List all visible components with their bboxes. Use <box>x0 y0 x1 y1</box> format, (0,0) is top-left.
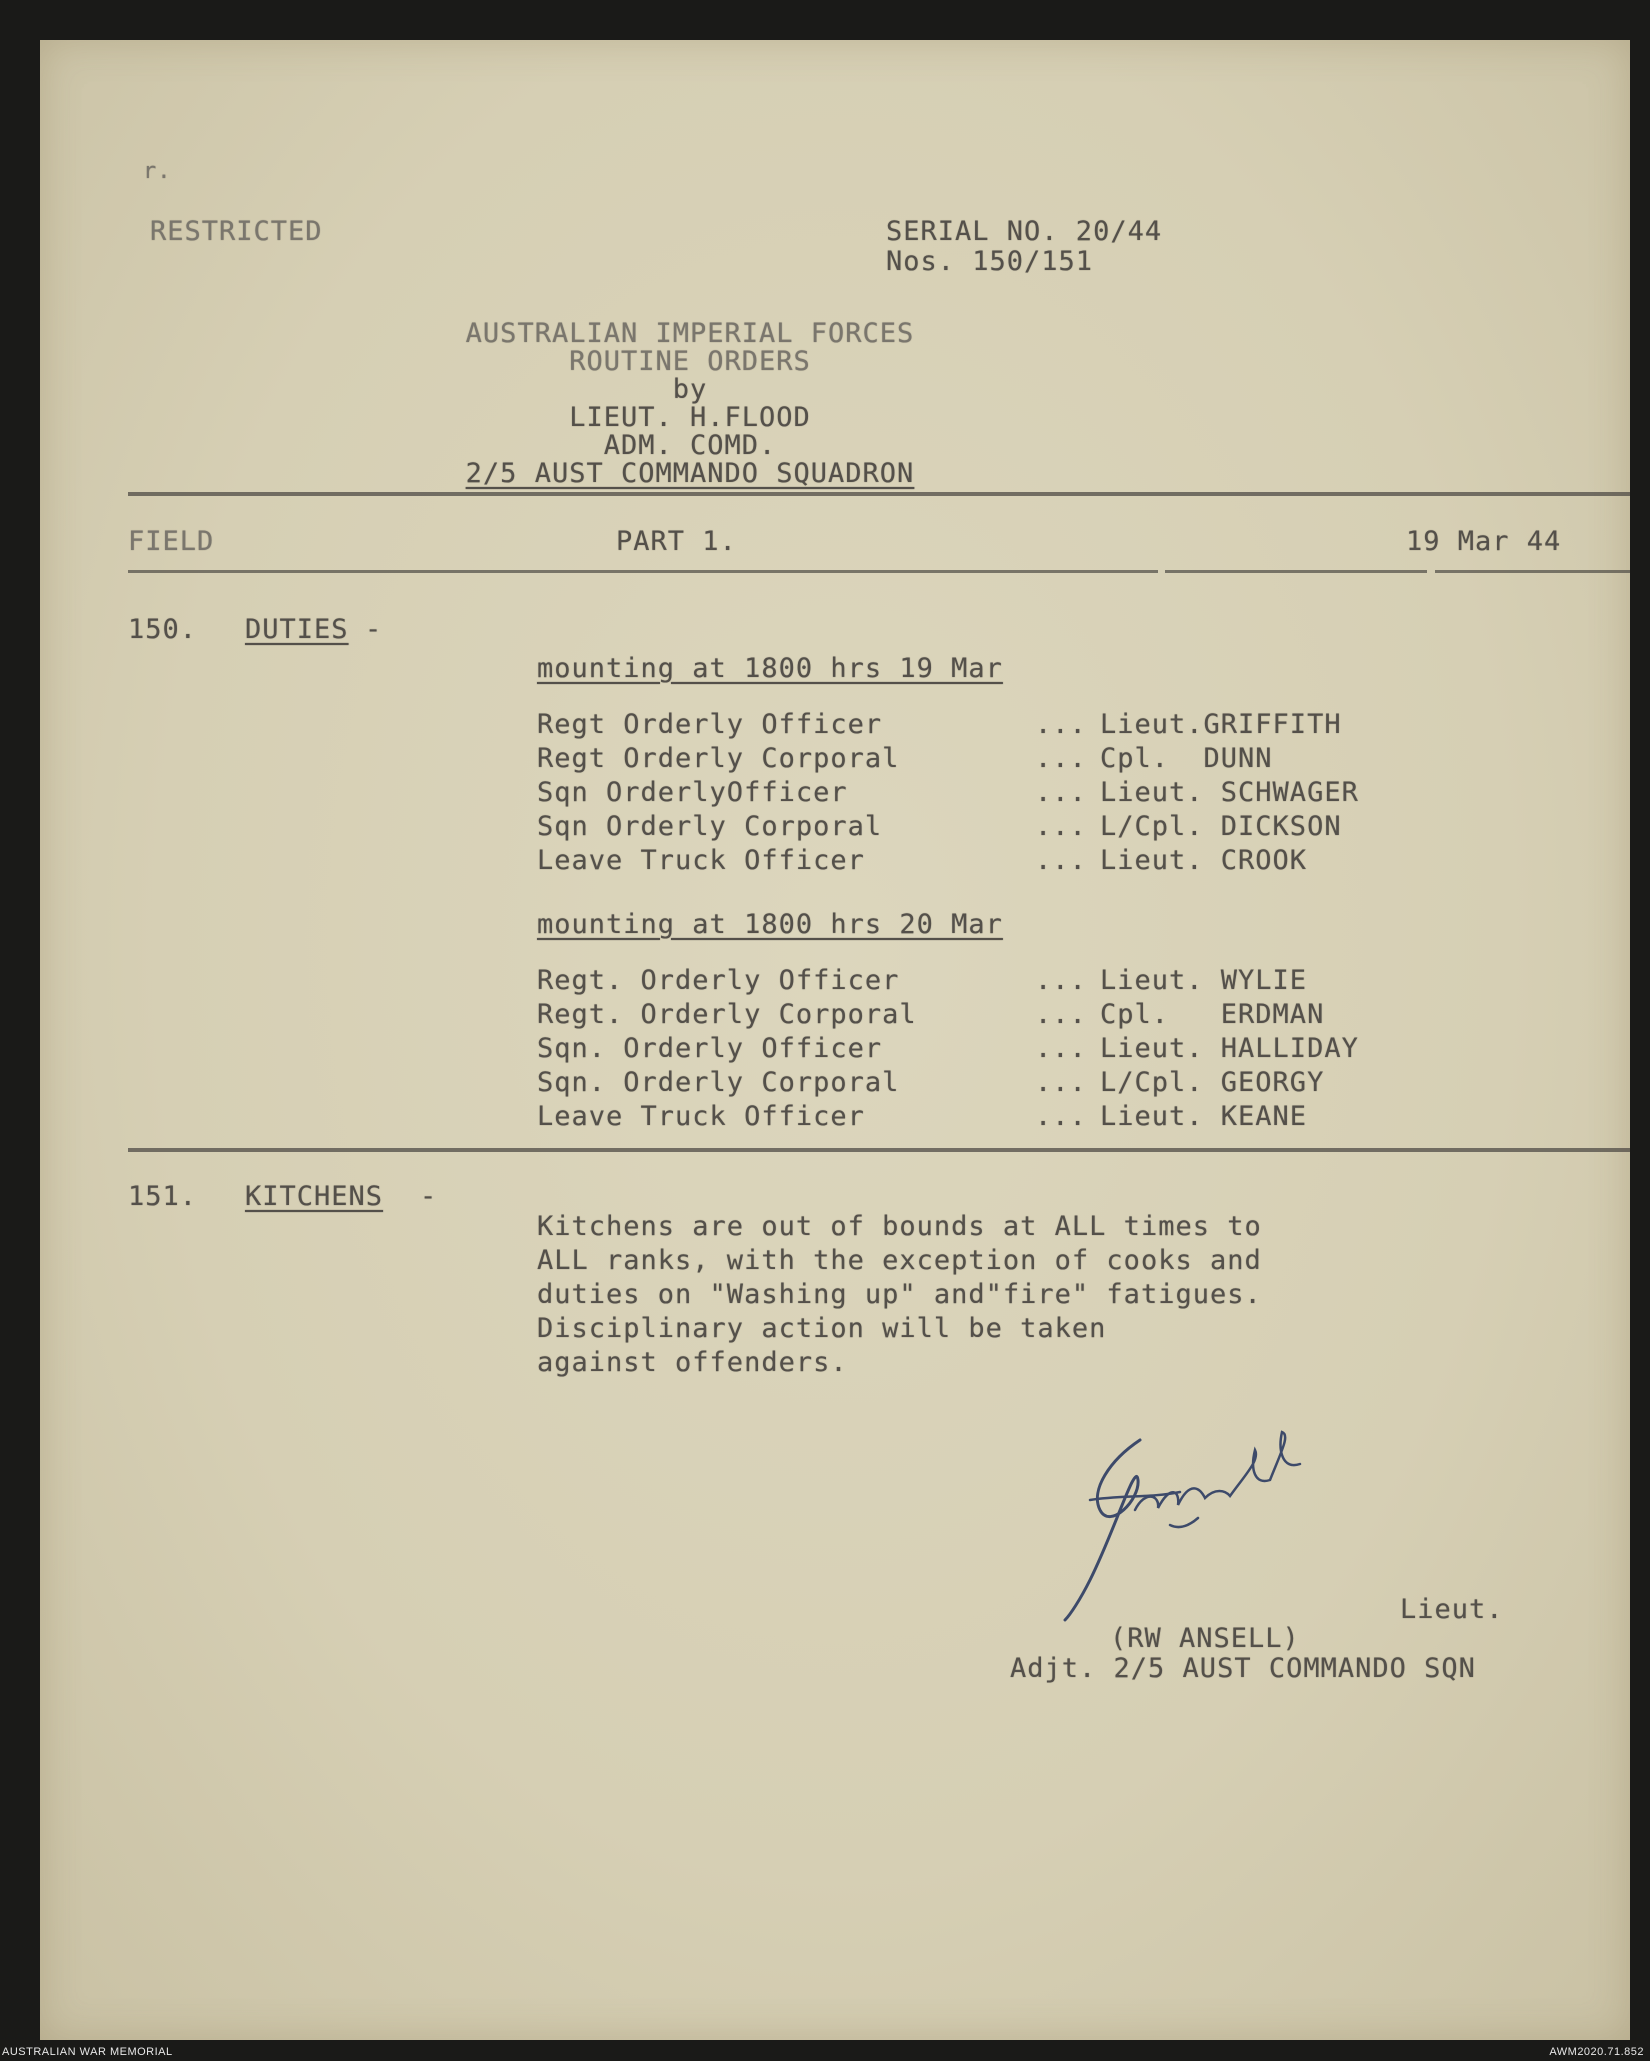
archive-reference: AWM2020.71.852 <box>1549 2046 1644 2058</box>
paragraph-line: against offenders. <box>537 1347 848 1378</box>
duty-role: Regt Orderly Corporal <box>537 743 900 774</box>
duty-row <box>40 964 1630 998</box>
duty-row <box>40 742 1630 776</box>
duty-dots: ... <box>1035 709 1087 740</box>
duty-dots: ... <box>1035 1033 1087 1064</box>
part-label: PART 1. <box>616 526 737 557</box>
title-line-2: ROUTINE ORDERS <box>569 346 811 377</box>
duty-name: Lieut. KEANE <box>1100 1101 1308 1132</box>
order-151-heading: KITCHENS <box>245 1181 384 1212</box>
duty-dots: ... <box>1035 811 1087 842</box>
subheader-rule-mid <box>1165 570 1427 573</box>
duty-dots: ... <box>1035 777 1087 808</box>
handwritten-signature <box>1020 1380 1400 1630</box>
order-numbers: Nos. 150/151 <box>886 246 1094 277</box>
duty-row <box>40 998 1630 1032</box>
signatory-appointment: Adjt. 2/5 AUST COMMANDO SQN <box>1010 1653 1476 1684</box>
title-line-3: by <box>672 374 708 405</box>
title-line-1: AUSTRALIAN IMPERIAL FORCES <box>465 318 915 349</box>
order-date: 19 Mar 44 <box>1406 526 1562 557</box>
duty-name: Cpl. DUNN <box>1100 743 1273 774</box>
group-2-title: mounting at 1800 hrs 20 Mar <box>537 909 1003 940</box>
duty-row <box>40 708 1630 742</box>
duty-role: Sqn Orderly Corporal <box>537 811 883 842</box>
paragraph-line: Kitchens are out of bounds at ALL times to <box>537 1211 1262 1242</box>
title-rule <box>128 492 1630 496</box>
duty-name: Lieut. WYLIE <box>1100 965 1308 996</box>
duty-row <box>40 1100 1630 1134</box>
duty-role: Leave Truck Officer <box>537 1101 865 1132</box>
subheader-rule-right <box>1435 570 1630 573</box>
document-page <box>40 40 1630 2040</box>
duty-role: Regt. Orderly Corporal <box>537 999 917 1030</box>
pencil-mark: r. <box>143 159 172 184</box>
subheader-rule-left <box>128 570 1158 573</box>
duty-row <box>40 810 1630 844</box>
duty-name: Lieut.GRIFFITH <box>1100 709 1342 740</box>
serial-number: SERIAL NO. 20/44 <box>886 216 1163 247</box>
duty-dots: ... <box>1035 1101 1087 1132</box>
duty-row <box>40 776 1630 810</box>
order-150-number: 150. <box>128 614 198 645</box>
signatory-name: (RW ANSELL) <box>1110 1623 1300 1654</box>
duty-role: Regt Orderly Officer <box>537 709 883 740</box>
duty-role: Sqn OrderlyOfficer <box>537 777 848 808</box>
order-150-dash: - <box>365 614 383 645</box>
classification-label: RESTRICTED <box>150 216 323 247</box>
duty-name: L/Cpl. GEORGY <box>1100 1067 1325 1098</box>
archive-credit: AUSTRALIAN WAR MEMORIAL <box>2 2046 173 2058</box>
paragraph-line: Disciplinary action will be taken <box>537 1313 1107 1344</box>
duty-dots: ... <box>1035 999 1087 1030</box>
duty-name: Cpl. ERDMAN <box>1100 999 1325 1030</box>
section-rule <box>128 1148 1630 1152</box>
duty-row <box>40 1032 1630 1066</box>
duty-dots: ... <box>1035 965 1087 996</box>
duty-name: Lieut. CROOK <box>1100 845 1308 876</box>
duty-row <box>40 1066 1630 1100</box>
paragraph-line: duties on "Washing up" and"fire" fatigues. <box>537 1279 1262 1310</box>
order-151-dash: - <box>420 1181 438 1212</box>
signatory-rank: Lieut. <box>1400 1594 1504 1625</box>
duty-role: Sqn. Orderly Officer <box>537 1033 883 1064</box>
duty-name: L/Cpl. DICKSON <box>1100 811 1342 842</box>
duty-name: Lieut. SCHWAGER <box>1100 777 1359 808</box>
duty-role: Leave Truck Officer <box>537 845 865 876</box>
duty-role: Regt. Orderly Officer <box>537 965 900 996</box>
group-1-title: mounting at 1800 hrs 19 Mar <box>537 653 1003 684</box>
title-line-4: LIEUT. H.FLOOD <box>569 402 811 433</box>
duty-dots: ... <box>1035 1067 1087 1098</box>
title-line-5: ADM. COMD. <box>603 430 777 461</box>
order-150-heading: DUTIES <box>245 614 349 645</box>
duty-dots: ... <box>1035 743 1087 774</box>
duty-name: Lieut. HALLIDAY <box>1100 1033 1359 1064</box>
unit-title: 2/5 AUST COMMANDO SQUADRON <box>465 458 915 489</box>
order-151-number: 151. <box>128 1181 198 1212</box>
duty-dots: ... <box>1035 845 1087 876</box>
duty-row <box>40 844 1630 878</box>
duty-role: Sqn. Orderly Corporal <box>537 1067 900 1098</box>
paragraph-line: ALL ranks, with the exception of cooks and <box>537 1245 1262 1276</box>
location-label: FIELD <box>128 526 215 557</box>
